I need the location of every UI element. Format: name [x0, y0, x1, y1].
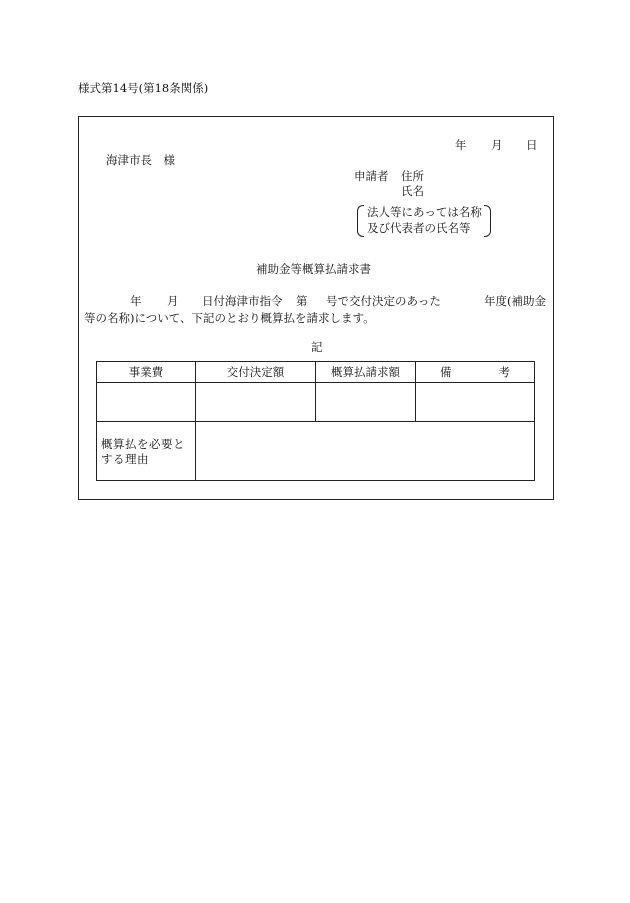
corporate-note — [357, 205, 491, 237]
body-line-2: 等の名称)について、下記のとおり概算払を請求します。 — [84, 311, 375, 325]
estimated-payment-amount-cell[interactable] — [316, 383, 416, 422]
document-title: 補助金等概算払請求書 — [256, 262, 371, 276]
reason-label-cell — [97, 422, 196, 481]
table-row — [97, 422, 535, 481]
left-bracket — [357, 205, 364, 237]
header-grant-decision-amount: 交付決定額 — [196, 362, 316, 383]
table-header-row — [97, 362, 535, 383]
addressee: 海津市長 様 — [106, 153, 175, 167]
right-bracket — [484, 205, 491, 237]
corporate-note-line-1: 法人等にあっては名称 — [367, 205, 482, 219]
ki-label: 記 — [311, 340, 323, 354]
reason-label: 概算払を必要とする理由 — [101, 437, 185, 466]
project-cost-cell[interactable] — [97, 383, 196, 422]
date-year-label: 年 — [455, 138, 467, 152]
corporate-note-line-2: 及び代表者の氏名等 — [367, 221, 471, 235]
body-decision-text: 号で交付決定のあった — [326, 294, 441, 308]
header-project-cost: 事業費 — [97, 362, 196, 383]
body-order-text: 日付海津市指令 — [202, 294, 283, 308]
body-month-label: 月 — [167, 294, 179, 308]
date-month-label: 月 — [491, 138, 503, 152]
header-remarks-char-1: 備 — [440, 365, 452, 379]
body-fiscal-year-text: 年度(補助金 — [484, 294, 546, 308]
body-number-label: 第 — [296, 294, 308, 308]
form-number: 様式第14号(第18条関係) — [78, 81, 209, 95]
detail-table — [96, 361, 535, 481]
header-remarks — [416, 362, 535, 383]
address-label: 住所 — [401, 169, 424, 183]
applicant-label: 申請者 — [354, 169, 389, 183]
table-row — [97, 383, 535, 422]
header-remarks-char-2: 考 — [498, 365, 510, 379]
date-day-label: 日 — [526, 138, 538, 152]
name-label: 氏名 — [401, 184, 424, 198]
remarks-cell[interactable] — [416, 383, 535, 422]
header-estimated-payment-amount: 概算払請求額 — [316, 362, 416, 383]
body-year-label: 年 — [130, 294, 142, 308]
reason-cell[interactable] — [196, 422, 535, 481]
grant-decision-amount-cell[interactable] — [196, 383, 316, 422]
